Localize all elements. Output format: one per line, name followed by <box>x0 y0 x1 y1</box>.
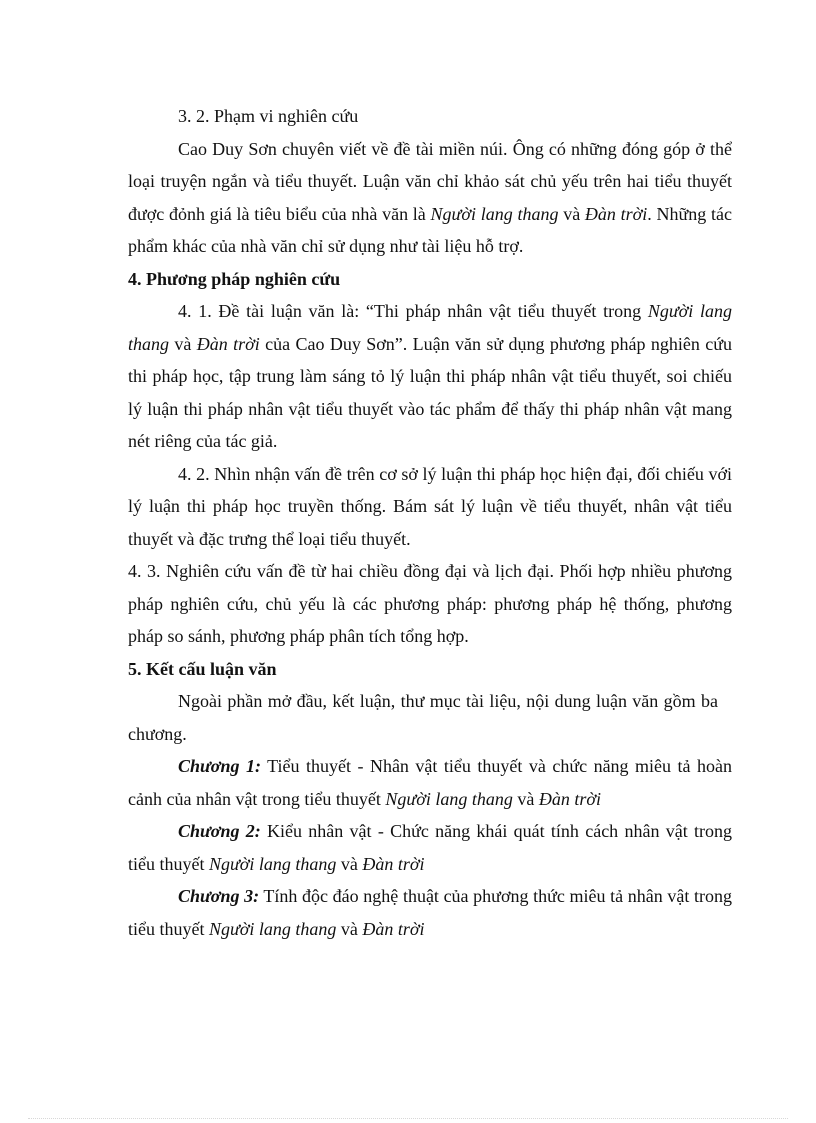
page-bottom-border <box>28 1118 788 1119</box>
section-3-2-heading: 3. 2. Phạm vi nghiên cứu <box>178 106 359 126</box>
section-4-2-paragraph: 4. 2. Nhìn nhận vấn đề trên cơ sở lý luận thi pháp học hiện đại, đối chiếu với lý luận thi pháp học truyền thống. Bám sát lý luận về tiểu thuyết, nhân vật tiểu thuyết và đặc trưng thể loại tiểu thuyết. <box>128 463 732 549</box>
text-run: Tiểu thuyết - Nhân vật tiểu thuyết và chức năng miêu tả hoàn cảnh của nhân vật trong tiểu thuyết <box>128 756 732 809</box>
novel-title-nguoi-lang-thang: Người lang thang <box>128 301 732 354</box>
chapter-1-label: Chương 1: <box>178 756 261 776</box>
novel-title-dan-troi: Đàn trời <box>196 333 260 354</box>
text-run: và <box>336 918 363 939</box>
section-4-1-paragraph <box>128 295 732 458</box>
document-page <box>128 100 732 945</box>
novel-title-nguoi-lang-thang: Người lang thang <box>385 788 513 809</box>
section-5-heading: 5. Kết cấu luận văn <box>128 658 277 679</box>
novel-title-dan-troi: Đàn trời <box>538 788 601 809</box>
chapter-1-item <box>128 750 732 815</box>
section-5-intro: Ngoài phần mở đầu, kết luận, thư mục tài liệu, nội dung luận văn gồm ba chương. <box>128 691 718 744</box>
text-run: . Những tác phẩm khác của nhà văn chỉ sử dụng như tài liệu hỗ trợ. <box>128 203 732 256</box>
section-3-2-paragraph <box>128 133 732 263</box>
novel-title-dan-troi: Đàn trời <box>362 918 425 939</box>
chapter-2-item <box>128 815 732 880</box>
novel-title-dan-troi: Đàn trời <box>362 853 425 874</box>
text-run: và <box>558 203 585 224</box>
novel-title-dan-troi: Đàn trời <box>584 203 648 224</box>
chapter-3-item <box>128 880 732 945</box>
text-run: của Cao Duy Sơn”. Luận văn sử dụng phương pháp nghiên cứu thi pháp học, tập trung làm sáng tỏ lý luận thi pháp nhân vật tiểu thuyết, soi chiếu lý luận thi pháp nhân vật tiểu thuyết vào tác phẩm để thấy thi pháp nhân vật mang nét riêng của tác giả. <box>128 333 732 451</box>
text-run: Cao Duy Sơn chuyên viết về đề tài miền núi. Ông có những đóng góp ở thể loại truyện ngắn và tiểu thuyết. Luận văn chỉ khảo sát chủ yếu trên hai tiểu thuyết được đỏnh giá là tiêu biểu của nhà văn là <box>128 138 732 224</box>
chapter-3-label: Chương 3: <box>178 886 260 906</box>
text-run: và <box>512 788 539 809</box>
text-run: và <box>169 333 197 354</box>
section-4-heading: 4. Phương pháp nghiên cứu <box>128 268 341 289</box>
novel-title-nguoi-lang-thang: Người lang thang <box>430 203 559 224</box>
text-run: và <box>336 853 363 874</box>
section-4-3-paragraph: 4. 3. Nghiên cứu vấn đề từ hai chiều đồng đại và lịch đại. Phối hợp nhiều phương pháp nghiên cứu, chủ yếu là các phương pháp: phương pháp hệ thống, phương pháp so sánh, phương pháp phân tích tổng hợp. <box>128 561 732 646</box>
text-run: 4. 1. Đề tài luận văn là: “Thi pháp nhân vật tiểu thuyết trong <box>178 301 648 321</box>
novel-title-nguoi-lang-thang: Người lang thang <box>208 918 337 939</box>
novel-title-nguoi-lang-thang: Người lang thang <box>208 853 337 874</box>
text-run: Kiểu nhân vật - Chức năng khái quát tính cách nhân vật trong tiểu thuyết <box>128 821 732 874</box>
text-run: Tính độc đáo nghệ thuật của phương thức miêu tả nhân vật trong tiểu thuyết <box>128 886 732 939</box>
chapter-2-label: Chương 2: <box>178 821 261 841</box>
